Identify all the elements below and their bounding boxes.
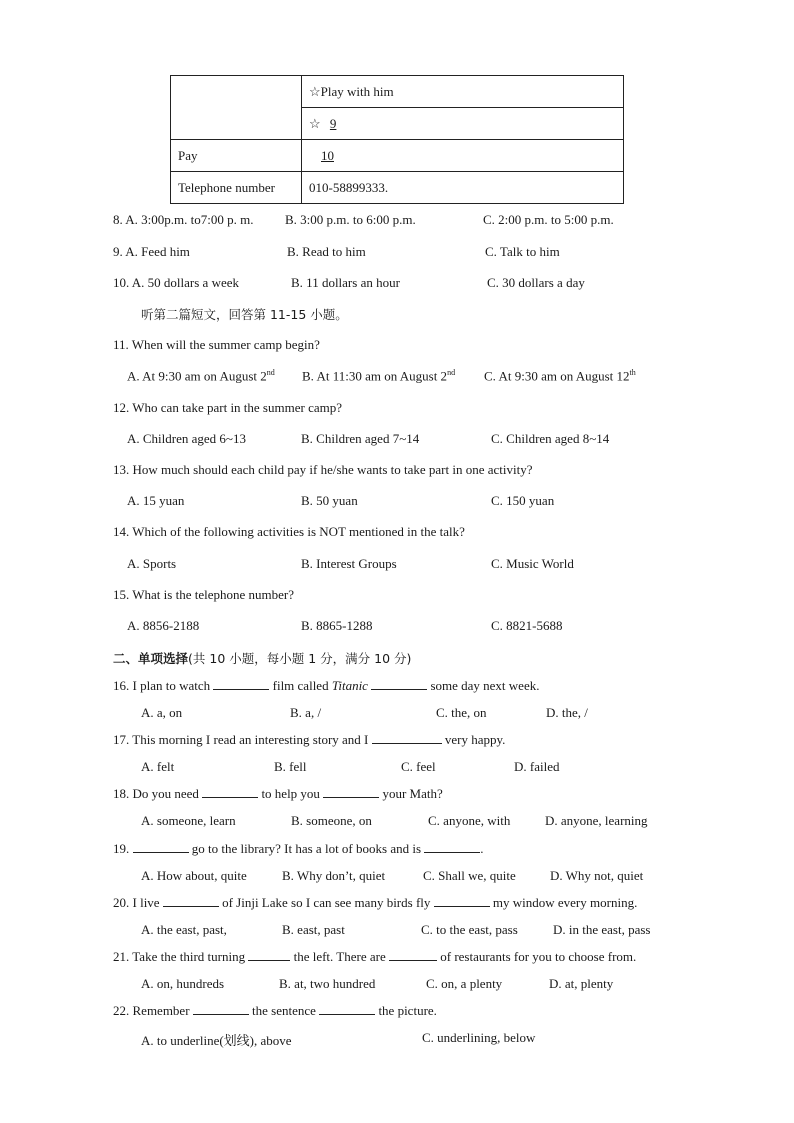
- q12-text: 12. Who can take part in the summer camp?: [113, 400, 342, 415]
- q17-text: 17. This morning I read an interesting story and I very happy.: [113, 732, 506, 747]
- q13-text: 13. How much should each child pay if he/she wants to take part in one activity?: [113, 462, 533, 477]
- q18-option-c: C. anyone, with: [428, 813, 511, 828]
- q22-option-c: C. underlining, below: [422, 1030, 536, 1045]
- q14-text: 14. Which of the following activities is NOT mentioned in the talk?: [113, 524, 465, 539]
- section2-heading: 二、单项选择(共 10 小题，每小题 1 分，满分 10 分): [113, 651, 412, 666]
- q18-option-b: B. someone, on: [291, 813, 372, 828]
- answer-blank-9: 9: [329, 115, 337, 131]
- table-label-cell: [171, 76, 302, 140]
- q20-option-c: C. to the east, pass: [421, 922, 518, 937]
- q8-option-a: 8. A. 3:00p.m. to7:00 p. m.: [113, 212, 254, 227]
- q22-option-a: A. to underline(划线), above: [141, 1033, 292, 1048]
- info-table: [170, 75, 624, 204]
- q14-option-c: C. Music World: [491, 556, 574, 571]
- q9-option-a: 9. A. Feed him: [113, 244, 190, 259]
- q21-option-b: B. at, two hundred: [279, 976, 376, 991]
- q21-option-a: A. on, hundreds: [141, 976, 225, 991]
- q17-option-b: B. fell: [274, 759, 307, 774]
- q13-option-c: C. 150 yuan: [491, 493, 555, 508]
- q16-option-c: C. the, on: [436, 705, 487, 720]
- table-row: [171, 76, 624, 108]
- q18-option-a: A. someone, learn: [141, 813, 236, 828]
- q10-option-b: B. 11 dollars an hour: [291, 275, 400, 290]
- q19-option-a: A. How about, quite: [141, 868, 247, 883]
- q16-option-d: D. the, /: [546, 705, 588, 720]
- q14-option-b: B. Interest Groups: [301, 556, 397, 571]
- table-value-cell: ☆Play with him: [302, 76, 624, 108]
- q16-option-a: A. a, on: [141, 705, 183, 720]
- q21-text: 21. Take the third turning the left. There are of restaurants for you to choose from.: [113, 949, 637, 964]
- q9-option-b: B. Read to him: [287, 244, 366, 259]
- q19-option-c: C. Shall we, quite: [423, 868, 516, 883]
- table-value-cell: [302, 108, 624, 140]
- q13-option-a: A. 15 yuan: [127, 493, 185, 508]
- q20-option-a: A. the east, past,: [141, 922, 227, 937]
- q18-text: 18. Do you need to help you your Math?: [113, 786, 443, 801]
- q21-option-d: D. at, plenty: [549, 976, 614, 991]
- table-row: [171, 172, 624, 204]
- q17-option-d: D. failed: [514, 759, 560, 774]
- q12-option-a: A. Children aged 6~13: [127, 431, 246, 446]
- answer-blank-10: 10: [321, 147, 334, 163]
- q15-text: 15. What is the telephone number?: [113, 587, 294, 602]
- table-row: [171, 140, 624, 172]
- q12-option-c: C. Children aged 8~14: [491, 431, 610, 446]
- q12-option-b: B. Children aged 7~14: [301, 431, 420, 446]
- q15-option-b: B. 8865-1288: [301, 618, 373, 633]
- q14-option-a: A. Sports: [127, 556, 177, 571]
- passage2-instruction: 听第二篇短文，回答第 11-15 小题。: [141, 307, 348, 322]
- q11-option-a: A. At 9:30 am on August 2nd: [127, 368, 275, 384]
- q20-text: 20. I live of Jinji Lake so I can see many birds fly my window every morning.: [113, 895, 638, 910]
- q17-option-a: A. felt: [141, 759, 175, 774]
- q13-option-b: B. 50 yuan: [301, 493, 358, 508]
- q11-option-b: B. At 11:30 am on August 2nd: [302, 368, 456, 384]
- q20-option-b: B. east, past: [282, 922, 345, 937]
- q8-option-b: B. 3:00 p.m. to 6:00 p.m.: [285, 212, 416, 227]
- q18-option-d: D. anyone, learning: [545, 813, 648, 828]
- q22-text: 22. Remember the sentence the picture.: [113, 1003, 437, 1018]
- table-label-cell: Pay: [171, 140, 302, 172]
- q11-option-c: C. At 9:30 am on August 12th: [484, 368, 636, 384]
- q11-text: 11. When will the summer camp begin?: [113, 337, 320, 352]
- q16-text: 16. I plan to watch film called Titanic some day next week.: [113, 678, 540, 693]
- q9-option-c: C. Talk to him: [485, 244, 560, 259]
- q19-option-b: B. Why don’t, quiet: [282, 868, 386, 883]
- q16-option-b: B. a, /: [290, 705, 322, 720]
- q10-option-a: 10. A. 50 dollars a week: [113, 275, 240, 290]
- q8-option-c: C. 2:00 p.m. to 5:00 p.m.: [483, 212, 614, 227]
- q21-option-c: C. on, a plenty: [426, 976, 503, 991]
- q17-option-c: C. feel: [401, 759, 436, 774]
- star-prefix: ☆: [309, 115, 324, 131]
- q19-text: 19. go to the library? It has a lot of books and is .: [113, 841, 484, 856]
- q20-option-d: D. in the east, pass: [553, 922, 651, 937]
- q10-option-c: C. 30 dollars a day: [487, 275, 585, 290]
- q19-option-d: D. Why not, quiet: [550, 868, 644, 883]
- q15-option-a: A. 8856-2188: [127, 618, 200, 633]
- table-value-cell: [302, 140, 624, 172]
- table-label-cell: Telephone number: [171, 172, 302, 204]
- q15-option-c: C. 8821-5688: [491, 618, 563, 633]
- table-value-cell: 010-58899333.: [302, 172, 624, 204]
